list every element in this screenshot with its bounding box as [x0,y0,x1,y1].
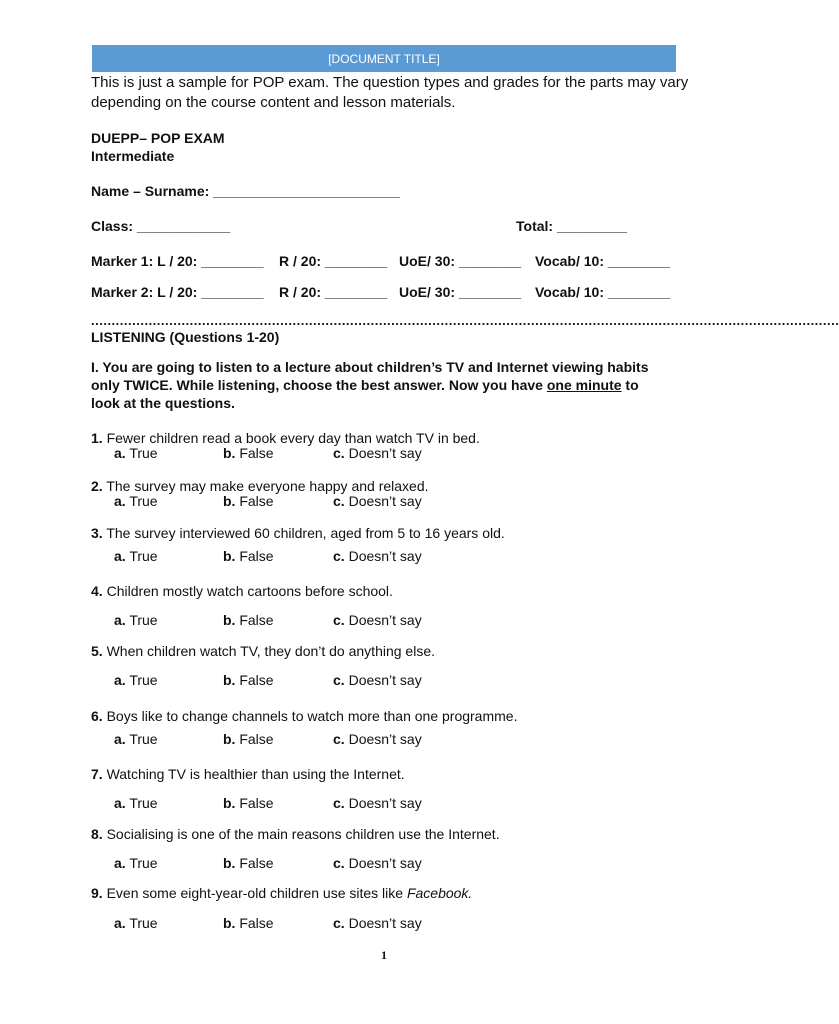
question-2 [91,478,429,494]
page-number: 1 [381,948,387,962]
marker2-vocab: Vocab/ 10: ________ [535,284,671,300]
q7-option-b[interactable]: b. False [223,795,274,811]
exam-level: Intermediate [91,148,175,164]
question-text: Watching TV is healthier than using the Internet. [106,766,405,782]
sample-note: This is just a sample for POP exam. The question types and grades for the parts may vary depending on the course content and lesson materials. [91,74,689,111]
question-number: 3. [91,525,103,541]
exam-name: DUEPP– POP EXAM [91,130,225,146]
q9-option-c[interactable]: c. Doesn’t say [333,915,422,931]
q1-option-b[interactable]: b. False [223,445,274,461]
q4-option-a[interactable]: a. True [114,612,158,628]
q6-option-c[interactable]: c. Doesn’t say [333,731,422,747]
q2-option-a[interactable]: a. True [114,493,158,509]
question-5 [91,643,435,659]
instruction-line2-pre: only TWICE. While listening, choose the best answer. Now you have [91,377,547,393]
question-text: The survey interviewed 60 children, aged from 5 to 16 years old. [106,525,505,541]
q1-option-a[interactable]: a. True [114,445,158,461]
marker2-reading: R / 20: ________ [279,284,388,300]
instruction-line2 [91,377,639,393]
question-text: Socialising is one of the main reasons children use the Internet. [106,826,500,842]
question-6 [91,708,517,724]
question-number: 2. [91,478,103,494]
question-4 [91,583,393,599]
class-field: Class: ____________ [91,218,231,234]
q3-option-b[interactable]: b. False [223,548,274,564]
question-number: 5. [91,643,103,659]
question-1 [91,430,480,446]
q4-option-c[interactable]: c. Doesn’t say [333,612,422,628]
q8-option-c[interactable]: c. Doesn’t say [333,855,422,871]
question-text: When children watch TV, they don’t do anything else. [106,643,436,659]
q5-option-b[interactable]: b. False [223,672,274,688]
question-text: The survey may make everyone happy and relaxed. [106,478,429,494]
question-number: 1. [91,430,103,446]
question-number: 6. [91,708,103,724]
question-italic: Facebook. [406,885,473,901]
q9-option-a[interactable]: a. True [114,915,158,931]
q9-option-b[interactable]: b. False [223,915,274,931]
q7-option-c[interactable]: c. Doesn’t say [333,795,422,811]
document-title: [DOCUMENT TITLE] [328,51,440,66]
question-number: 7. [91,766,103,782]
question-text: Children mostly watch cartoons before school. [106,583,393,599]
question-number: 4. [91,583,103,599]
q3-option-a[interactable]: a. True [114,548,158,564]
q6-option-a[interactable]: a. True [114,731,158,747]
question-7 [91,766,405,782]
q7-option-a[interactable]: a. True [114,795,158,811]
instruction-underlined: one minute [546,377,622,393]
q2-option-c[interactable]: c. Doesn’t say [333,493,422,509]
q5-option-a[interactable]: a. True [114,672,158,688]
question-8 [91,826,500,842]
marker1-listening: Marker 1: L / 20: ________ [91,253,264,269]
instruction-line2-post: to [621,377,639,393]
question-3 [91,525,505,541]
question-9 [91,885,472,901]
q4-option-b[interactable]: b. False [223,612,274,628]
dotted-divider: ...................................................................................................................................................................................... [91,313,839,328]
marker1-reading: R / 20: ________ [279,253,388,269]
instruction-line1: I. You are going to listen to a lecture about children’s TV and Internet viewing habits [91,359,649,375]
question-text: Boys like to change channels to watch more than one programme. [106,708,518,724]
instruction-line3: look at the questions. [91,395,235,411]
q2-option-b[interactable]: b. False [223,493,274,509]
section-title: LISTENING (Questions 1-20) [91,329,280,345]
q5-option-c[interactable]: c. Doesn’t say [333,672,422,688]
marker1-vocab: Vocab/ 10: ________ [535,253,671,269]
marker1-uoe: UoE/ 30: ________ [399,253,522,269]
q1-option-c[interactable]: c. Doesn’t say [333,445,422,461]
name-surname-field: Name – Surname: ________________________ [91,183,401,199]
q6-option-b[interactable]: b. False [223,731,274,747]
question-number: 8. [91,826,103,842]
total-field: Total: _________ [516,218,628,234]
question-text: Fewer children read a book every day than watch TV in bed. [106,430,480,446]
marker2-listening: Marker 2: L / 20: ________ [91,284,264,300]
marker2-uoe: UoE/ 30: ________ [399,284,522,300]
question-number: 9. [91,885,103,901]
document-title-bar [92,45,676,72]
q8-option-a[interactable]: a. True [114,855,158,871]
q3-option-c[interactable]: c. Doesn’t say [333,548,422,564]
q8-option-b[interactable]: b. False [223,855,274,871]
question-text: Even some eight-year-old children use sites like [106,885,407,901]
